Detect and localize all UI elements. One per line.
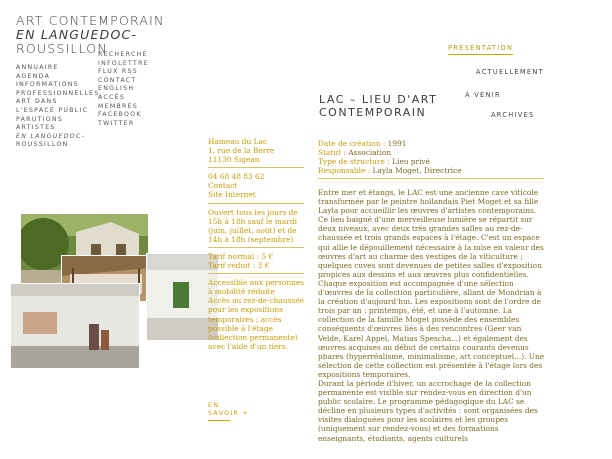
exhibition-hall-photo[interactable] — [10, 283, 140, 369]
venue-description — [318, 188, 546, 443]
nav-item-annuaire[interactable]: ANNUAIRE — [16, 64, 59, 71]
site-title[interactable] — [16, 14, 166, 56]
website-link[interactable]: Site Internet — [208, 190, 256, 200]
page-title — [319, 93, 469, 119]
fact-label: Type de structure : — [318, 157, 393, 167]
nav-item-en-languedoc[interactable]: EN LANGUEDOC- — [16, 132, 86, 140]
tab-presentation[interactable]: PRÉSENTATION — [448, 44, 513, 55]
nav-item-agenda[interactable]: AGENDA — [16, 72, 51, 80]
nav-item-professionnelles[interactable]: PROFESSIONNELLES — [16, 89, 100, 97]
divider — [208, 203, 304, 204]
nav-item-artistes[interactable]: ARTISTES — [16, 124, 56, 132]
en-savoir-plus-link[interactable] — [208, 402, 249, 421]
fact-statut — [318, 148, 544, 157]
nav-item-contact[interactable]: CONTACT — [98, 76, 137, 84]
nav-item-espace-public[interactable]: L'ESPACE PUBLIC — [16, 106, 89, 114]
address-line-1: Hameau du Lac — [208, 137, 268, 146]
tab-a-venir[interactable]: À VENIR — [465, 91, 501, 99]
fact-type — [318, 157, 544, 166]
site-title-line-1: ART CONTEMPORAIN — [16, 13, 165, 28]
nav-item-roussillon[interactable]: ROUSSILLON — [16, 141, 69, 149]
nav-item-art-dans[interactable]: ART DANS — [16, 98, 58, 106]
nav-item-informations[interactable]: INFORMATIONS — [16, 81, 79, 89]
divider — [208, 167, 304, 168]
page-title-line-1: LAC – LIEU D'ART — [319, 93, 438, 106]
nav-item-recherche[interactable]: RECHERCHE — [98, 51, 148, 58]
venue-facts — [318, 139, 544, 182]
fact-label: Statut : — [318, 148, 349, 158]
venue-info — [208, 137, 308, 351]
contact-link[interactable]: Contact — [208, 181, 238, 191]
phone-number: 04 68 48 83 62 — [208, 172, 265, 182]
nav-item-flux-rss[interactable]: FLUX RSS — [98, 68, 138, 76]
divider — [208, 273, 304, 274]
nav-item-acces-membres[interactable]: ACCÈS MEMBRES — [98, 93, 139, 110]
site-title-line-3: ROUSSILLON — [16, 41, 108, 56]
fact-value: Layla Moget, Directrice — [372, 166, 462, 176]
accessibility-text: Accessible aux personnes à mobilité réduite — [208, 278, 305, 297]
nav-item-facebook[interactable]: FACEBOOK — [98, 111, 142, 119]
tarif-reduit: Tarif réduit : 3 € — [208, 261, 270, 271]
fact-value: 1991 — [387, 139, 407, 148]
address-line-2: 1, rue de la Berre — [208, 146, 275, 156]
tab-archives[interactable]: ARCHIVES — [491, 111, 535, 119]
opening-hours: Ouvert tous les jours de 15h à 18h sauf le mardi (juin, juillet, août) et de 14h à 18h (septembre) — [208, 207, 298, 244]
address-line-3: 11130 Sigean — [208, 155, 260, 165]
fact-date — [318, 139, 544, 148]
access-note: Accès au rez-de-chaussée pour les expositions temporaires ; accès possible à l'étage (collection permanente) avec l'aide d'un tiers. — [208, 296, 304, 351]
fact-responsable — [318, 166, 544, 175]
nav-item-english[interactable]: ENGLISH — [98, 85, 135, 93]
fact-value: Lieu privé — [392, 157, 430, 167]
fact-value: Association — [348, 148, 392, 158]
nav-item-parutions[interactable]: PARUTIONS — [16, 115, 64, 123]
fact-label: Date de création : — [318, 139, 388, 148]
nav-item-infolettre[interactable]: INFOLETTRE — [98, 59, 149, 67]
tab-actuellement[interactable]: ACTUELLEMENT — [476, 68, 544, 76]
page-title-line-2: CONTEMPORAIN — [319, 106, 427, 119]
divider — [318, 178, 544, 179]
nav-item-twitter[interactable]: TWITTER — [98, 119, 135, 127]
description-paragraph-1: Entre mer et étangs, le LAC est une ancienne cave viticole transformée par le peintre hollandais Piet Moget et sa fille Layla pour accueillir les œuvres d'artistes contemporains. Ce lieu baigné d'une merveilleuse lumière se répartit sur deux niveaux, avec deux très grandes salles au rez-de-chaussée et trois grands espaces à l'étage. C'est un espace qui allie le dépouillement nécessaire à la mise en valeur des œuvres d'art au charme des vestiges de la viticulture ; quelques cuves sont devenues de petites salles d'exposition propices aux dessins et aux œuvres plus confidentielles. Chaque exposition est accompagnée d'une sélection d'œuvres de la collection particulière, allant de Mondrian à la création d'aujourd'hui. Les expositions sont de l'ordre de trois par an : printemps, été, et une à l'automne. La collection de la famille Moget possède des ensembles conséquents d'œuvres liés à des rencontres (Geer van Velde, Karel Appel, Matias Spescha...) et également des œuvres acquises au début de certains courants devenus phares (hyperréalisme, minimalisme, art conceptuel...). Une sélection de cette collection est présentée à l'étage lors des expositions temporaires. — [318, 188, 545, 379]
main-nav — [16, 64, 100, 150]
en-savoir-line-2: SAVOIR + — [208, 410, 250, 417]
en-savoir-underline — [208, 420, 230, 421]
en-savoir-line-1: EN — [208, 402, 220, 409]
divider — [208, 247, 304, 248]
exhibition-hall-image — [11, 284, 139, 368]
description-paragraph-2: Durant la période d'hiver, un accrochage de la collection permanente est visible sur rendez-vous en direction d'un public scolaire. Le programme pédagogique du LAC se décline en plusieurs types d'activités : sont organisées des visites dialoguées pour les scolaires et les groupes (uniquement sur rendez-vous) et des formations enseignants, étudiants, agents culturels — [318, 378, 538, 443]
tarif-normal: Tarif normal : 5 € — [208, 251, 274, 261]
fact-label: Responsable : — [318, 166, 373, 176]
site-title-line-2: EN LANGUEDOC- — [16, 27, 138, 42]
utility-nav — [98, 51, 168, 128]
